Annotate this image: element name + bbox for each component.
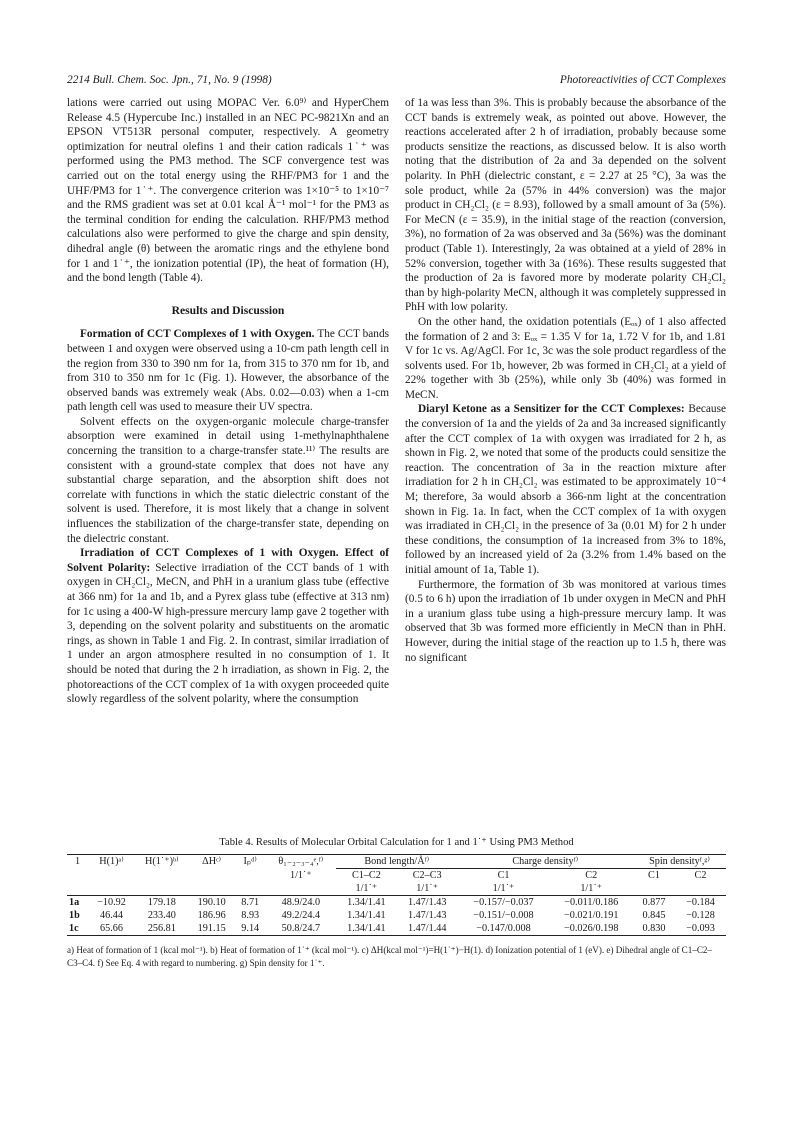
col-head-h1: H(1)ᵃ⁾ <box>88 855 135 869</box>
cell: 1c <box>67 922 88 936</box>
col-group-bond-length: Bond length/Åᶠ⁾ <box>336 855 458 869</box>
paragraph-oxidation: On the other hand, the oxidation potentials (Eₒₓ) of 1 also affected the formation of 2 and 3: Eₒₓ = 1.35 V for 1a, 1.72 V for 1b, and 1.81 V for 1c vs. Ag/AgCl. For 1c, 3c was the sole product regardless of the solvents used. For 1b, however, 2b was formed in CH₂Cl₂ at a yield of 22% together with 3b (25%), while only 3b (40%) was formed in MeCN. <box>405 315 726 401</box>
cell: 1.47/1.44 <box>397 922 458 936</box>
table-header-row <box>67 855 726 869</box>
paragraph-solvent: Solvent effects on the oxygen-organic molecule charge-transfer absorption were examined in detail using 1-methylnaphthalene concerning the transition to a charge-transfer state.¹¹⁾ The results are consistent with a ground-state complex that does not have any substantial charge separation, and the absorption shift does not correlate with functions in which the static dielectric constant of the solvent is used. Therefore, it is most likely that a change in solvent influences the stabilization of the charge-transfer state, depending on the dielectric constant. <box>67 415 389 545</box>
table-caption: Table 4. Results of Molecular Orbital Calculation for 1 and 1˙⁺ Using PM3 Method <box>219 837 574 848</box>
cell: 0.830 <box>633 922 675 936</box>
paragraph-continued: of 1a was less than 3%. This is probably because the absorbance of the CCT bands is extremely weak, as pointed out above. However, the reactions accelerated after 2 h of irradiation, probably because some products sensitize the reactions, as discussed below. It is also worth noting that the distribution of 2a and 3a depended on the solvent polarity. In PhH (dielectric constant, ε = 2.27 at 25 °C), 3a was the sole product, while 2a (57% in 44% conversion) was the major product in CH₂Cl₂ (ε = 8.93), followed by a small amount of 3a (5%). For MeCN (ε = 35.9), in the initial stage of the reaction (conversion, 3%), no formation of 2a was observed and 3a (56%) was the dominant product (Table 1). Interestingly, 2a was obtained at a yield of 28% in 52% conversion, together with 3a (16%). These results suggested that the production of 2a is favored more by moderate polarity CH₂Cl₂ than by high-polarity MeCN, although it was completely suppressed in PhH with low polarity. <box>405 97 726 314</box>
left-column <box>67 96 389 707</box>
paragraph-methods: lations were carried out using MOPAC Ver. 6.0⁹⁾ and HyperChem Release 4.5 (Hypercube Inc.) installed in an NEC PC-9821Xn and an EPSON VT513R personal computer, respectively. A geometry optimization for neutral olefins 1 and their cation radicals 1˙⁺ was performed using the PM3 method. The SCF convergence test was carried out on the total energy using the RHF/PM3 for 1 and the UHF/PM3 for 1˙⁺. The convergence criterion was 1×10⁻⁵ to 1×10⁻⁷ and the RMS gradient was set at 0.01 kcal Å⁻¹ mol⁻¹ for the PM3 as the terminal condition for ending the calculation. RHF/PM3 method calculations also were performed to give the charge and spin density, dihedral angle (θ) between the aromatic rings and the ethylene bond for 1 and 1˙⁺, the ionization potential (IP), the heat of formation (H), and the bond length (Table 4). <box>67 97 389 285</box>
table-4 <box>67 836 726 969</box>
cell: −0.184 <box>686 897 715 908</box>
cell: 179.18 <box>147 897 176 908</box>
section-heading: Results and Discussion <box>171 303 285 317</box>
col-subhead-charge-c1: C1 <box>497 870 510 881</box>
cell: 191.15 <box>189 922 235 936</box>
cell: 49.2/24.4 <box>281 910 321 921</box>
running-header <box>67 74 726 90</box>
cell: −0.026/0.198 <box>549 922 633 936</box>
cell: 8.93 <box>241 910 260 921</box>
cell: 9.14 <box>235 922 266 936</box>
col-subhead-theta: 1/1˙⁺ <box>290 869 312 881</box>
right-column <box>405 96 726 665</box>
cell: 256.81 <box>135 922 189 936</box>
col-head-theta: θ₁₋₂₋₃₋₄ᵉ,ᶠ⁾ <box>266 855 336 869</box>
runin-heading-irradiation: Irradiation of CCT Complexes of 1 with Oxygen. Effect of Solvent Polarity: <box>67 547 389 574</box>
cell: −0.151/−0.008 <box>473 910 534 921</box>
col-subhead-c1c2: C1–C2 <box>351 870 381 881</box>
col-group-charge-density: Charge densityᶠ⁾ <box>458 855 633 869</box>
cell: −10.92 <box>97 897 126 908</box>
paragraph-diaryl <box>405 402 726 577</box>
col-subhead-spin-c1: C1 <box>648 870 660 881</box>
paragraph-irradiation-text: Selective irradiation of the CCT bands of 1 with oxygen in CH₂Cl₂, MeCN, and PhH in a uranium glass tube (effective at 366 nm) for 1a and 1b, and a Pyrex glass tube (effective at 313 nm) for 1c using a 400-W high-pressure mercury lamp gave 2 together with 3, depending on the solvent polarity and substituents on the aromatic rings, as shown in Table 1 and Fig. 2. In contrast, similar irradiation of 1 under an argon atmosphere resulted in no consumption of 1. It should be noted that during the 2 h irradiation, as shown in Fig. 2, the photoreactions of the CCT complex of 1a with oxygen proceeded quite slowly regardless of the solvent polarity, where the consumption <box>67 561 390 706</box>
cell: 1.34/1.41 <box>347 910 386 921</box>
col-group-spin-density: Spin densityᶠ,ᵍ⁾ <box>633 855 726 869</box>
cell: 1.47/1.43 <box>407 897 447 908</box>
cell: −0.128 <box>686 910 715 921</box>
table-subheader-row <box>67 869 726 883</box>
cell: −0.157/−0.037 <box>473 897 534 908</box>
cell: 50.8/24.7 <box>266 922 336 936</box>
cell: 46.44 <box>100 910 123 921</box>
col-subhead-c2c3: C2–C3 <box>412 870 442 881</box>
col-head-h1-cation: H(1˙⁺)ᵇ⁾ <box>135 855 189 869</box>
runin-heading-diaryl: Diaryl Ketone as a Sensitizer for the CCT Complexes: <box>418 403 685 416</box>
cell: −0.021/0.191 <box>564 910 619 921</box>
table-row <box>67 922 726 936</box>
col-subhead-spin-c2: C2 <box>694 870 707 881</box>
cell: 0.877 <box>642 897 666 908</box>
col-subhead-c1c2-ratio: 1/1˙⁺ <box>336 882 397 896</box>
paragraph-formation-text: The CCT bands between 1 and oxygen were observed using a 10-cm path length cell in the region from 330 to 390 nm for 1a, from 315 to 370 nm for 1b, and from 310 to 350 nm for 1c (Fig. 1). However, the absorbance of the observed bands was extremely weak (Abs. 0.02—0.03) when a 1-cm path length cell was used to measure their UV spectra. <box>67 328 390 414</box>
mo-results-table <box>67 854 726 936</box>
col-subhead-charge-c1-ratio: 1/1˙⁺ <box>458 882 550 896</box>
col-head-delta-h: ΔHᶜ⁾ <box>189 855 235 869</box>
paragraph-formation <box>67 327 389 415</box>
cell: 1a <box>69 897 80 908</box>
cell: 233.40 <box>147 910 176 921</box>
table-row <box>67 909 726 922</box>
cell: 1.47/1.43 <box>407 910 447 921</box>
col-head-ip: Iₚᵈ⁾ <box>235 855 266 869</box>
col-subhead-charge-c2: C2 <box>585 870 598 881</box>
cell: −0.011/0.186 <box>564 897 619 908</box>
cell: 8.71 <box>241 897 260 908</box>
col-subhead-c2c3-ratio: 1/1˙⁺ <box>397 882 458 896</box>
paragraph-irradiation <box>67 546 389 707</box>
cell: 0.845 <box>642 910 666 921</box>
header-title: Photoreactivities of CCT Complexes <box>559 74 726 86</box>
cell: 65.66 <box>88 922 135 936</box>
cell: 1.34/1.41 <box>347 897 386 908</box>
cell: −0.147/0.008 <box>458 922 550 936</box>
cell: −0.093 <box>675 922 726 936</box>
cell: 190.10 <box>197 897 226 908</box>
cell: 1b <box>69 910 80 921</box>
table-row <box>67 896 726 910</box>
table-subheader-row-2 <box>67 882 726 896</box>
col-subhead-charge-c2-ratio: 1/1˙⁺ <box>549 882 633 896</box>
cell: 186.96 <box>197 910 226 921</box>
paragraph-diaryl-text: Because the conversion of 1a and the yields of 2a and 3a increased significantly after the CCT complex of 1a with oxygen was irradiated for 2 h, as shown in Fig. 2, we noted that some of the products could sensitize the reaction. The concentration of 3a in the reaction mixture after irradiation for 2 h in CH₂Cl₂ was estimated to be approximately 10⁻⁴ M; therefore, 3a would absorb a 366-nm light at the concentration shown in Fig. 1a. In fact, when the CCT complex of 1a with oxygen was irradiated in CH₂Cl₂ in the presence of 3a (0.01 M) for 2 h under these conditions, the consumption of 1a increased from 3% to 18%, followed by an increased yield of 2a (3.2% from 1.4% based on the initial amount of 1a, Table 1). <box>405 403 726 576</box>
cell: 48.9/24.0 <box>281 897 321 908</box>
runin-heading-formation: Formation of CCT Complexes of 1 with Oxygen. <box>80 328 315 341</box>
table-footnotes: a) Heat of formation of 1 (kcal mol⁻¹). b) Heat of formation of 1˙⁺ (kcal mol⁻¹). c) ΔH(kcal mol⁻¹)=H(1˙⁺)−H(1). d) Ionization potential of 1 (eV). e) Dihedral angle of C1–C2–C3–C4. f) See Eq. 4 with regard to numbering. g) Spin density for 1˙⁺. <box>67 945 712 968</box>
col-head-compound: 1 <box>67 855 88 869</box>
paragraph-furthermore: Furthermore, the formation of 3b was monitored at various times (0.5 to 6 h) upon the irradiation of 1b under oxygen in MeCN and PhH in a uranium glass tube using a high-pressure mercury lamp. It was observed that 3b was formed more efficiently in MeCN than in PhH. However, during the initial stage of the reaction up to 1.5 h, there was no significant <box>405 578 726 664</box>
cell: 1.34/1.41 <box>336 922 397 936</box>
header-citation: 2214 Bull. Chem. Soc. Jpn., 71, No. 9 (1998) <box>67 74 272 86</box>
